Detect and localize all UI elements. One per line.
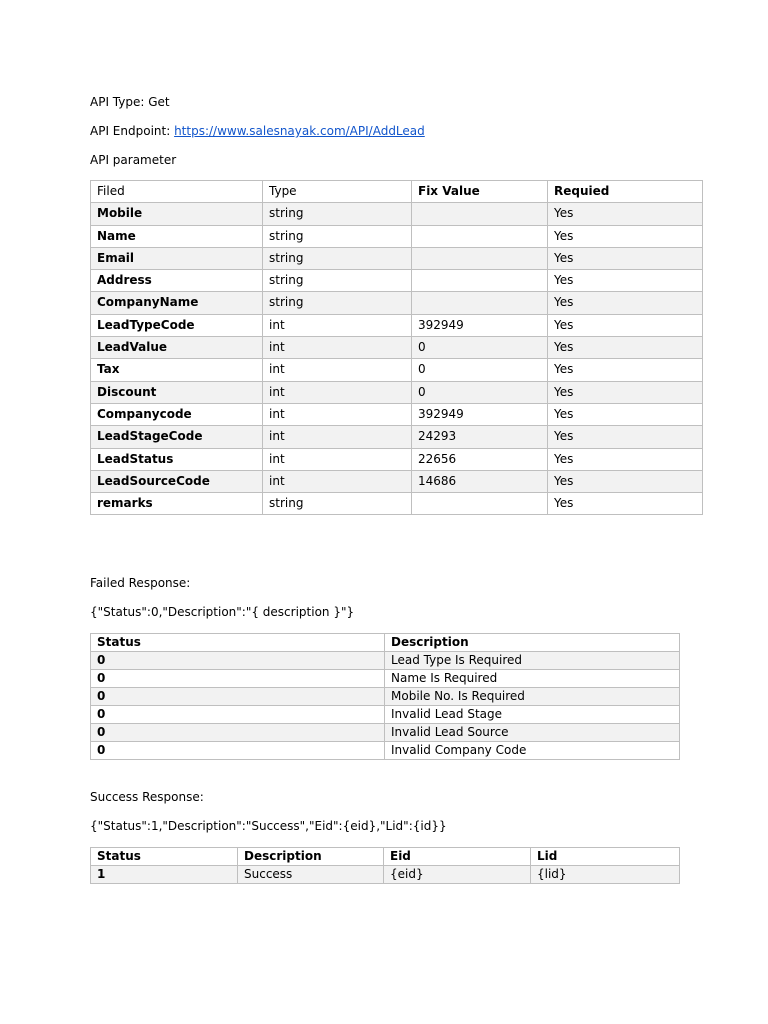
param-field: Discount: [91, 381, 263, 403]
failed-status: 0: [91, 706, 385, 724]
success-lid: {lid}: [531, 866, 680, 884]
success-status: 1: [91, 866, 238, 884]
table-row: [91, 670, 680, 688]
param-fix-value: [412, 270, 548, 292]
param-field: LeadStageCode: [91, 426, 263, 448]
param-fix-value: [412, 292, 548, 314]
params-header-filed: Filed: [91, 181, 263, 203]
failed-description: Invalid Lead Source: [385, 724, 680, 742]
success-header-status: Status: [91, 848, 238, 866]
api-endpoint-label: API Endpoint:: [90, 124, 175, 138]
params-table: [90, 180, 703, 515]
api-endpoint-line: [90, 124, 425, 138]
success-response-json: {"Status":1,"Description":"Success","Eid":{eid},"Lid":{id}}: [90, 819, 447, 833]
param-type: int: [263, 470, 412, 492]
failed-description: Name Is Required: [385, 670, 680, 688]
table-row: [91, 403, 703, 425]
param-fix-value: [412, 225, 548, 247]
param-required: Yes: [548, 225, 703, 247]
param-fix-value: 0: [412, 359, 548, 381]
table-row: [91, 706, 680, 724]
failed-status: 0: [91, 742, 385, 760]
param-required: Yes: [548, 203, 703, 225]
param-fix-value: 22656: [412, 448, 548, 470]
param-field: LeadValue: [91, 337, 263, 359]
success-response-table: [90, 847, 680, 884]
param-type: int: [263, 359, 412, 381]
table-row: [91, 426, 703, 448]
param-field: remarks: [91, 493, 263, 515]
param-type: string: [263, 493, 412, 515]
failed-description: Invalid Company Code: [385, 742, 680, 760]
api-type-line: API Type: Get: [90, 95, 170, 109]
params-header-requied: Requied: [548, 181, 703, 203]
table-row: [91, 203, 703, 225]
failed-description: Invalid Lead Stage: [385, 706, 680, 724]
params-header-fix-value: Fix Value: [412, 181, 548, 203]
param-required: Yes: [548, 448, 703, 470]
table-row: [91, 225, 703, 247]
success-description: Success: [238, 866, 384, 884]
param-field: Address: [91, 270, 263, 292]
failed-description: Mobile No. Is Required: [385, 688, 680, 706]
param-type: string: [263, 247, 412, 269]
param-field: LeadTypeCode: [91, 314, 263, 336]
param-required: Yes: [548, 493, 703, 515]
param-field: LeadSourceCode: [91, 470, 263, 492]
api-endpoint-link[interactable]: https://www.salesnayak.com/API/AddLead: [174, 124, 425, 138]
failed-header-row: [91, 634, 680, 652]
table-row: [91, 470, 703, 492]
failed-status: 0: [91, 670, 385, 688]
param-type: string: [263, 225, 412, 247]
table-row: [91, 493, 703, 515]
param-required: Yes: [548, 359, 703, 381]
failed-response-table: [90, 633, 680, 760]
param-type: int: [263, 314, 412, 336]
table-row: [91, 448, 703, 470]
param-fix-value: 0: [412, 381, 548, 403]
param-field: CompanyName: [91, 292, 263, 314]
param-fix-value: [412, 203, 548, 225]
param-fix-value: 392949: [412, 403, 548, 425]
param-type: string: [263, 203, 412, 225]
param-type: int: [263, 426, 412, 448]
param-fix-value: [412, 493, 548, 515]
table-row: [91, 866, 680, 884]
param-required: Yes: [548, 247, 703, 269]
table-row: [91, 314, 703, 336]
param-type: int: [263, 403, 412, 425]
success-header-lid: Lid: [531, 848, 680, 866]
table-row: [91, 337, 703, 359]
param-field: Companycode: [91, 403, 263, 425]
table-row: [91, 292, 703, 314]
success-header-eid: Eid: [384, 848, 531, 866]
table-row: [91, 270, 703, 292]
failed-response-heading: Failed Response:: [90, 576, 191, 590]
table-row: [91, 742, 680, 760]
param-type: int: [263, 381, 412, 403]
param-fix-value: 392949: [412, 314, 548, 336]
param-fix-value: 24293: [412, 426, 548, 448]
param-field: LeadStatus: [91, 448, 263, 470]
param-field: Tax: [91, 359, 263, 381]
success-header-description: Description: [238, 848, 384, 866]
failed-status: 0: [91, 724, 385, 742]
success-header-row: [91, 848, 680, 866]
param-type: string: [263, 270, 412, 292]
param-type: string: [263, 292, 412, 314]
failed-response-json: {"Status":0,"Description":"{ description }"}: [90, 605, 355, 619]
param-required: Yes: [548, 314, 703, 336]
params-header-row: [91, 181, 703, 203]
param-required: Yes: [548, 337, 703, 359]
param-type: int: [263, 448, 412, 470]
table-row: [91, 359, 703, 381]
param-fix-value: 14686: [412, 470, 548, 492]
param-field: Mobile: [91, 203, 263, 225]
param-required: Yes: [548, 270, 703, 292]
param-type: int: [263, 337, 412, 359]
param-required: Yes: [548, 426, 703, 448]
failed-status: 0: [91, 688, 385, 706]
failed-description: Lead Type Is Required: [385, 652, 680, 670]
api-parameter-heading: API parameter: [90, 153, 177, 167]
success-eid: {eid}: [384, 866, 531, 884]
param-required: Yes: [548, 403, 703, 425]
table-row: [91, 381, 703, 403]
param-required: Yes: [548, 292, 703, 314]
table-row: [91, 652, 680, 670]
param-required: Yes: [548, 470, 703, 492]
failed-header-status: Status: [91, 634, 385, 652]
param-fix-value: [412, 247, 548, 269]
table-row: [91, 688, 680, 706]
params-header-type: Type: [263, 181, 412, 203]
table-row: [91, 724, 680, 742]
failed-status: 0: [91, 652, 385, 670]
param-field: Email: [91, 247, 263, 269]
success-response-heading: Success Response:: [90, 790, 204, 804]
failed-header-description: Description: [385, 634, 680, 652]
table-row: [91, 247, 703, 269]
param-field: Name: [91, 225, 263, 247]
param-required: Yes: [548, 381, 703, 403]
param-fix-value: 0: [412, 337, 548, 359]
